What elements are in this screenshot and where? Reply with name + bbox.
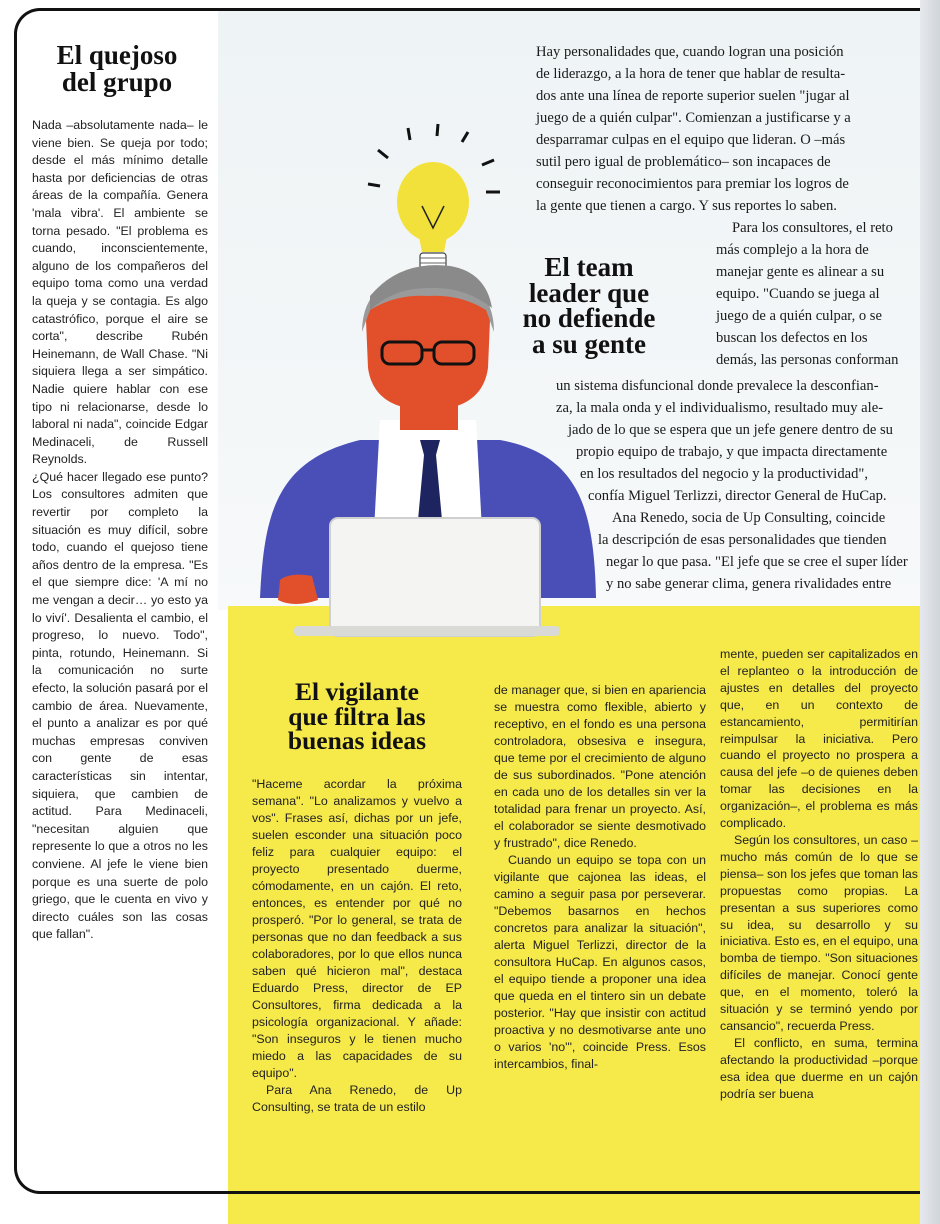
text-line: sutil pero igual de problemático– son incapaces de	[536, 154, 831, 170]
heading-line: buenas ideas	[287, 726, 427, 755]
text-line: manejar gente es alinear a su	[716, 264, 885, 280]
paragraph: de manager que, si bien en apariencia se muestra como flexible, abierto y receptivo, en el fondo es una persona controladora, obsesiva e insegura, que teme por el crecimiento de alguno de sus subordinados. "Pone atención en cada uno de los detalles sin ver la totalidad para frenar un proyecto. Así, el colaborador se siente desmotivado y frustrado", dice Renedo.	[494, 683, 706, 850]
heading-line: El vigilante	[295, 677, 419, 706]
text-line: Ana Renedo, socia de Up Consulting, coincide	[612, 510, 886, 526]
section-heading-team-leader	[500, 252, 678, 359]
paragraph: Para Ana Renedo, de Up Consulting, se trata de un estilo	[252, 1083, 462, 1114]
text-line: un sistema disfuncional donde prevalece la desconfian-	[556, 378, 879, 394]
text-line: propio equipo de trabajo, y que impacta directamente	[576, 444, 888, 460]
text-line: más complejo a la hora de	[716, 242, 869, 258]
vigilante-column-2	[494, 682, 706, 1073]
quejoso-text-column	[32, 117, 208, 944]
text-line: conseguir reconocimientos para premiar los logros de	[536, 176, 849, 192]
text-line: en los resultados del negocio y la productividad",	[580, 466, 869, 482]
heading-line: a su gente	[532, 328, 646, 359]
text-line: jado de lo que se espera que un jefe genere dentro de su	[568, 422, 893, 438]
text-line: la descripción de esas personalidades que tienden	[598, 532, 887, 548]
vigilante-column-1	[252, 776, 462, 1116]
paragraph: "Haceme acordar la próxima semana". "Lo analizamos y vuelvo a vos". Frases así, dichas por un jefe, suelen esconder una situación poco feliz para cualquier equipo: el proyecto presentado duerme, cómodamente, en un cajón. El reto, entonces, es entender por qué no prosperó. "Por lo general, se trata de personas que no dan feedback a sus colaboradores, por lo que ellos nunca saben qué hicieron mal", destaca Eduardo Press, director de EP Consultores, firma dedicada a la psicología organizacional. Y añade: "Son inseguros y le tienen mucho miedo a las capacidades de su equipo".	[252, 777, 462, 1080]
paragraph: El conflicto, en suma, termina afectando la productividad –porque esa idea que duerme en un cajón podría ser buena	[720, 1035, 918, 1101]
paragraph: Nada –absolutamente nada– le viene bien. Se queja por todo; desde el más mínimo detalle hasta por deficiencias de otras áreas de la compañía. Genera 'mala vibra'. El ambiente se torna pesado. "El problema es cuando, inconscientemente, alguno de los compañeros del equipo toma como una verdad la queja y se contagia. Es algo catastrófico, porque el aire se corta", describe Rubén Heinemann, de Wall Chase. "Ni siquiera llega a ser simpático. Nadie quiere hablar con ese tipo ni relacionarse, desde lo laboral ni nada", coincide Edgar Medinaceli, de Russell Reynolds.	[32, 118, 208, 467]
paragraph: Según los consultores, un caso –mucho más común de lo que se piensa– son los jefes que toman las propuestas como propias. La presentan a sus superiores como su idea, su desarrollo y su iniciativa. Esto es, en el equipo, una bomba de tiempo. "Son situaciones difíciles de manejar. Conocí gente que, en el momento, toleró la situación y se terminó yendo por cansancio", recuerda Press.	[720, 832, 918, 1033]
heading-line: no defiende	[522, 303, 656, 333]
text-line: confía Miguel Terlizzi, director General de HuCap.	[588, 488, 887, 504]
heading-line: que filtra las	[288, 701, 426, 731]
paragraph: Cuando un equipo se topa con un vigilante que cajonea las ideas, el camino a seguir pasa por perseverar. "Debemos basarnos en hechos concretos para analizar la situación", alerta Miguel Terlizzi, director de la consultora HuCap. En algunos casos, el equipo tiende a proponer una idea que queda en el tintero sin un debate posterior. "Hay que insistir con actitud proactiva y no desmotivarse ante uno o varios 'no'", coincide Press. Esos intercambios, final-	[494, 853, 706, 1071]
text-line: y no sabe generar clima, genera rivalidades entre	[606, 576, 892, 592]
lightbulb-icon	[368, 124, 500, 269]
text-line: za, la mala onda y el individualismo, resultado muy ale-	[556, 400, 884, 416]
text-line: equipo. "Cuando se juega al	[716, 286, 880, 302]
vigilante-column-3	[720, 646, 918, 1102]
laptop	[294, 518, 560, 636]
text-line: juego de a quién culpar". Comienzan a justificarse y a	[536, 110, 851, 126]
text-line: buscan los defectos en los	[716, 330, 868, 346]
text-line: demás, las personas conforman	[716, 352, 899, 368]
text-line: dos ante una línea de reporte superior suelen "jugar al	[536, 88, 850, 104]
text-line: juego de a quién culpar, o se	[716, 308, 882, 324]
paragraph: ¿Qué hacer llegado ese punto? Los consultores admiten que revertir por completo la situación es muy difícil, sobre todo, cuando el quejoso tiene años dentro de la empresa. "Es el que siempre dice: 'A mí no me vengan a decir… yo esto ya lo viví'. Desalienta el cambio, el progreso, lo nuevo. Todo", pinta, rotundo, Heinemann. Si la comunicación no surte efecto, la solución pasará por el cambio de área. Nuevamente, el punto a analizar es por qué muchas empresas conviven con gente de esas características sin intentar, siquiera, que cambien de actitud. Para Medinaceli, "necesitan alguien que represente lo que a otros no les conviene. Al jefe le viene bien porque es una suerte de polo griego, que le cuenta en vivo y directo cuáles son las cosas que fallan".	[32, 469, 208, 942]
heading-line: El team	[544, 252, 634, 282]
heading-line: leader que	[528, 277, 650, 308]
text-line: desparramar culpas en el equipo que lideran. O –más	[536, 132, 846, 148]
section-heading-vigilante	[254, 677, 460, 755]
text-line: Hay personalidades que, cuando logran una posición	[536, 44, 844, 60]
heading-line: del grupo	[61, 67, 173, 97]
text-line: negar lo que pasa. "El jefe que se cree el super líder	[606, 554, 908, 570]
text-line: la gente que tienen a cargo. Y sus reportes lo saben.	[536, 198, 837, 214]
heading-line: El quejoso	[56, 40, 178, 70]
section-heading-quejoso	[24, 42, 210, 96]
paragraph: mente, pueden ser capitalizados en el replanteo o la introducción de ajustes en detalles del proyecto que, en un contexto de estancamiento, permitirían reimpulsar la iniciativa. Pero cuando el proyecto no prospera a causa del jefe –o de quienes deben tomar las decisiones en la organización–, el problema es más complicado.	[720, 647, 918, 831]
text-line: Para los consultores, el reto	[732, 220, 893, 236]
page-edge	[920, 0, 940, 1224]
text-line: de liderazgo, a la hora de tener que hablar de resulta-	[536, 66, 846, 82]
